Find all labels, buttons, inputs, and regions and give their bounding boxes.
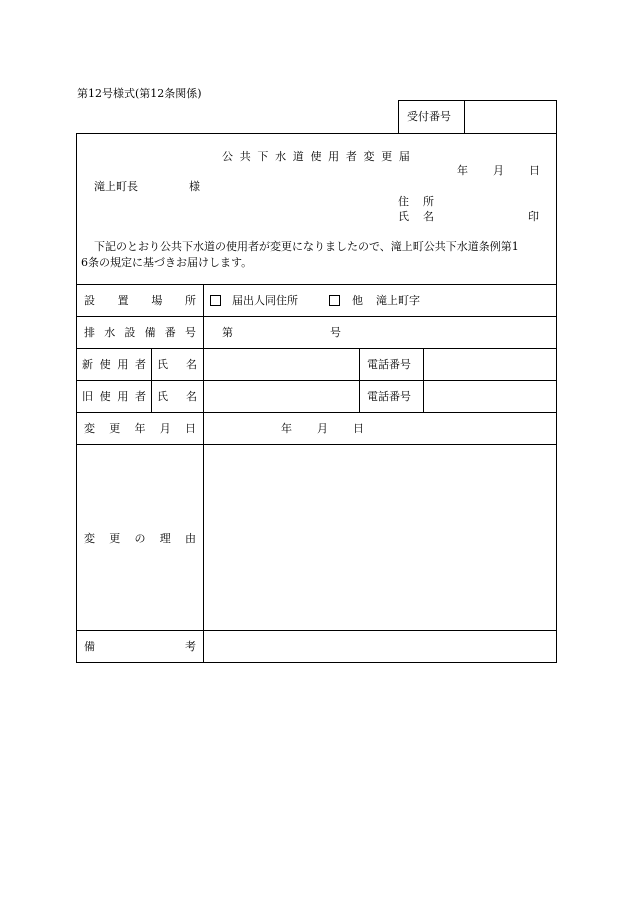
addressee: 滝上町長 (94, 180, 138, 193)
reason-field[interactable] (210, 452, 550, 622)
change-date-day[interactable]: 日 (353, 422, 364, 435)
receipt-label: 受付番号 (407, 110, 451, 123)
remarks-label: 備 考 (84, 640, 196, 653)
checkbox-other[interactable] (329, 295, 340, 306)
statement-line-1: 下記のとおり公共下水道の使用者が変更になりましたので、滝上町公共下水道条例第1 (94, 240, 519, 253)
change-date-month[interactable]: 月 (317, 422, 328, 435)
change-date-year[interactable]: 年 (281, 422, 292, 435)
old-user-label: 旧 使 用 者 (82, 390, 146, 403)
address-label: 住 所 (398, 195, 434, 208)
name-label: 氏 名 (398, 210, 434, 223)
page: 第12号様式(第12条関係) 受付番号 公 共 下 水 道 使 用 者 変 更 届 年 月 日 滝上町長 様 住 所 氏 名 印 下記のとおり公共下水道の使用者が変更になりましたので、滝上町公共下水道条例第1 6条の規定に基づきお届けします。 設 置 場 所 届出人同住所 他 滝上町字 排 水 設 備 番 号 第 号 新 使 用 者 氏 名 電話番号 旧 使 用 者 氏 名 電話番号 変 更 年 月 日 年 月 日 変 更 の 理 由 備 考 (0, 0, 630, 915)
checkbox-same-address[interactable] (210, 295, 221, 306)
drainage-label: 排 水 設 備 番 号 (84, 326, 196, 339)
new-user-label: 新 使 用 者 (82, 358, 146, 371)
old-user-phone-label: 電話番号 (367, 390, 411, 403)
receipt-box (398, 100, 557, 133)
seal-mark: 印 (528, 210, 539, 223)
location-label: 設 置 場 所 (84, 294, 196, 307)
new-user-name-label: 氏 名 (157, 358, 197, 371)
new-user-phone-label: 電話番号 (367, 358, 411, 371)
statement-line-2: 6条の規定に基づきお届けします。 (81, 256, 253, 269)
form-title: 公 共 下 水 道 使 用 者 変 更 届 (222, 150, 410, 163)
reason-label: 変 更 の 理 由 (84, 532, 196, 545)
honorific: 様 (189, 180, 200, 193)
checkbox-same-address-label: 届出人同住所 (232, 294, 298, 307)
drainage-suffix: 号 (330, 326, 341, 339)
drainage-prefix: 第 (222, 326, 233, 339)
change-date-label: 変 更 年 月 日 (84, 422, 196, 435)
checkbox-other-label: 他 (352, 294, 363, 307)
old-user-name-label: 氏 名 (157, 390, 197, 403)
form-number: 第12号様式(第12条関係) (77, 87, 202, 100)
town-prefix: 滝上町字 (376, 294, 420, 307)
